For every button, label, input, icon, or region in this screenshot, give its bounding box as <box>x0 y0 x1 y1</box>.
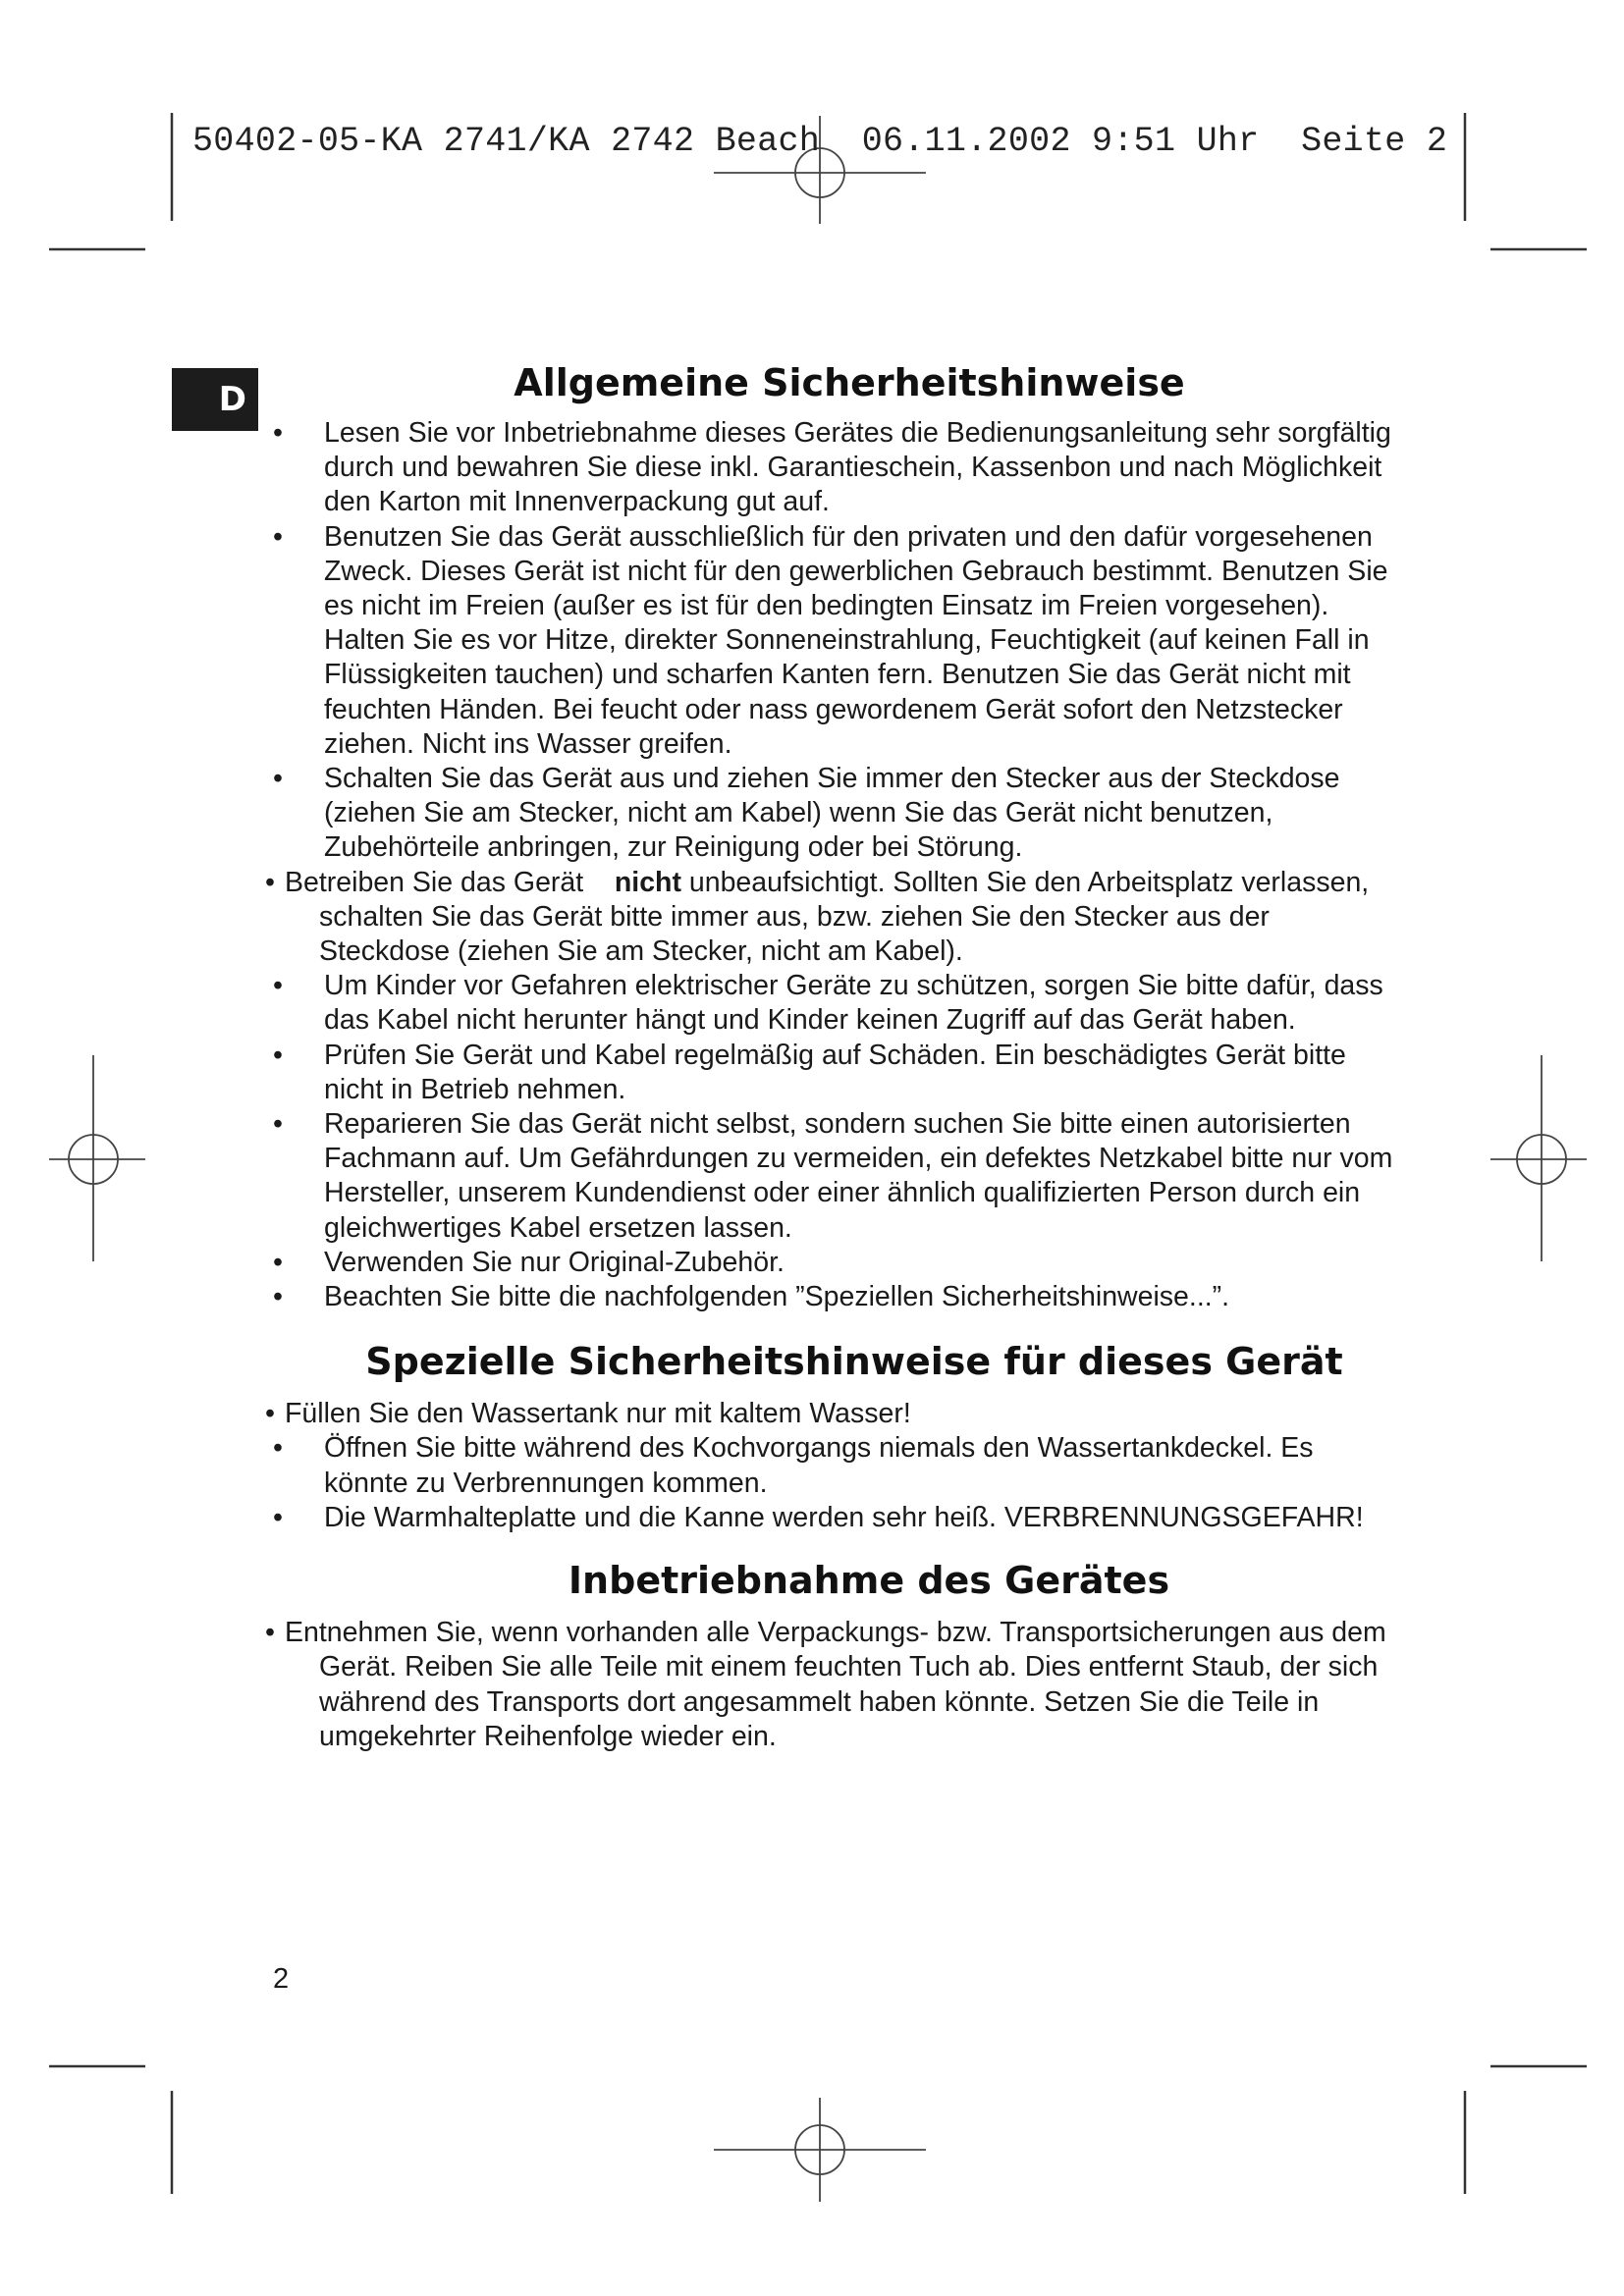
list-item: • Reparieren Sie das Gerät nicht selbst, sondern suchen Sie bitte einen autorisierten Fachmann auf. Um Gefährdungen zu vermeiden, ein defektes Netzkabel bitte nur vom Hersteller, unserem Kundendienst oder einer ähnlich qualifizierten Person durch ein gleichwertiges Kabel ersetzen lassen. <box>273 1108 1393 1244</box>
list-item: • Um Kinder vor Gefahren elektrischer Geräte zu schützen, sorgen Sie bitte dafür, dass das Kabel nicht herunter hängt und Kinder keinen Zugriff auf das Gerät haben. <box>273 970 1383 1037</box>
list-item: • Verwenden Sie nur Original-Zubehör. <box>265 1246 1394 1280</box>
bullet-icon: • <box>273 763 283 795</box>
list-item: • Schalten Sie das Gerät aus und ziehen Sie immer den Stecker aus der Steckdose (ziehen Sie am Stecker, nicht am Kabel) wenn Sie das Gerät nicht benutzen, Zubehörteile anbringen, zur Reinigung oder bei Störung. <box>273 763 1340 864</box>
list-item: • Prüfen Sie Gerät und Kabel regelmäßig auf Schäden. Ein beschädigtes Gerät bitte nicht in Betrieb nehmen. <box>273 1039 1346 1105</box>
list-item: • Benutzen Sie das Gerät ausschließlich für den privaten und den dafür vorgesehenen Zweck. Dieses Gerät ist nicht für den gewerblichen Gebrauch bestimmt. Benutzen Sie es nicht im Freien (außer es ist für den bedingten Einsatz im Freien vorgesehen). Halten Sie es vor Hitze, direkter Sonneneinstrahlung, Feuchtigkeit (auf keinen Fall in Flüssigkeiten tauchen) und scharfen Kanten fern. Benutzen Sie das Gerät nicht mit feuchten Händen. Bei feucht oder nass gewordenem Gerät sofort den Netzstecker ziehen. Nicht ins Wasser greifen. <box>273 520 1388 760</box>
setup-list <box>265 1616 1394 1754</box>
bullet-icon: • <box>273 1432 283 1465</box>
print-slug-header: 50402-05-KA 2741/KA 2742 Beach 06.11.2002 9:51 Uhr Seite 2 <box>192 122 1448 161</box>
main-content <box>265 361 1394 1754</box>
list-item: • Entnehmen Sie, wenn vorhanden alle Verpackungs- bzw. Transportsicherungen aus dem Gerät. Reiben Sie alle Teile mit einem feuchten Tuch ab. Dies entfernt Staub, der sich während des Transports dort angesammelt haben könnte. Setzen Sie die Teile in umgekehrter Reihenfolge wieder ein. <box>265 1617 1386 1752</box>
list-item: • Lesen Sie vor Inbetriebnahme dieses Gerätes die Bedienungsanleitung sehr sorgfältig durch und bewahren Sie diese inkl. Garantieschein, Kassenbon und nach Möglichkeit den Karton mit Innenverpackung gut auf. <box>273 417 1391 518</box>
registration-mark-right <box>1490 1055 1587 1261</box>
list-item: • Beachten Sie bitte die nachfolgenden ”Speziellen Sicherheitshinweise...”. <box>265 1280 1394 1314</box>
list-item: • Öffnen Sie bitte während des Kochvorgangs niemals den Wassertankdeckel. Es könnte zu Verbrennungen kommen. <box>273 1432 1314 1499</box>
bullet-icon: • <box>273 1246 283 1278</box>
general-safety-list <box>265 416 1394 1314</box>
section-title-general-safety: Allgemeine Sicherheitshinweise <box>514 361 1185 404</box>
bullet-icon: • <box>273 1501 283 1533</box>
bullet-icon: • <box>273 417 283 449</box>
section-title-special-safety: Spezielle Sicherheitshinweise für dieses Gerät <box>365 1340 1343 1384</box>
bullet-icon: • <box>273 520 283 553</box>
registration-mark-left <box>49 1055 145 1261</box>
bullet-icon: • <box>273 970 283 1002</box>
bullet-icon: • <box>273 1039 283 1071</box>
bullet-icon: • <box>265 866 275 898</box>
bullet-icon: • <box>273 1281 283 1313</box>
page-number: 2 <box>273 1963 290 1995</box>
bullet-icon: • <box>273 1108 283 1141</box>
language-tab: D <box>172 368 258 431</box>
bullet-icon: • <box>265 1398 275 1430</box>
special-safety-list <box>265 1397 1394 1535</box>
list-item: • Betreiben Sie das Gerät nicht unbeaufsichtigt. Sollten Sie den Arbeitsplatz verlassen, schalten Sie das Gerät bitte immer aus, bzw. ziehen Sie den Stecker aus der Steckdose (ziehen Sie am Stecker, nicht am Kabel). <box>265 866 1370 968</box>
registration-mark-bottom <box>714 2098 926 2202</box>
section-title-setup: Inbetriebnahme des Gerätes <box>568 1559 1170 1603</box>
list-item: • Füllen Sie den Wassertank nur mit kaltem Wasser! <box>265 1397 1394 1431</box>
list-item: • Die Warmhalteplatte und die Kanne werden sehr heiß. VERBRENNUNGSGEFAHR! <box>265 1501 1394 1535</box>
bullet-icon: • <box>265 1617 275 1649</box>
emphasis-text: nicht <box>614 866 681 898</box>
